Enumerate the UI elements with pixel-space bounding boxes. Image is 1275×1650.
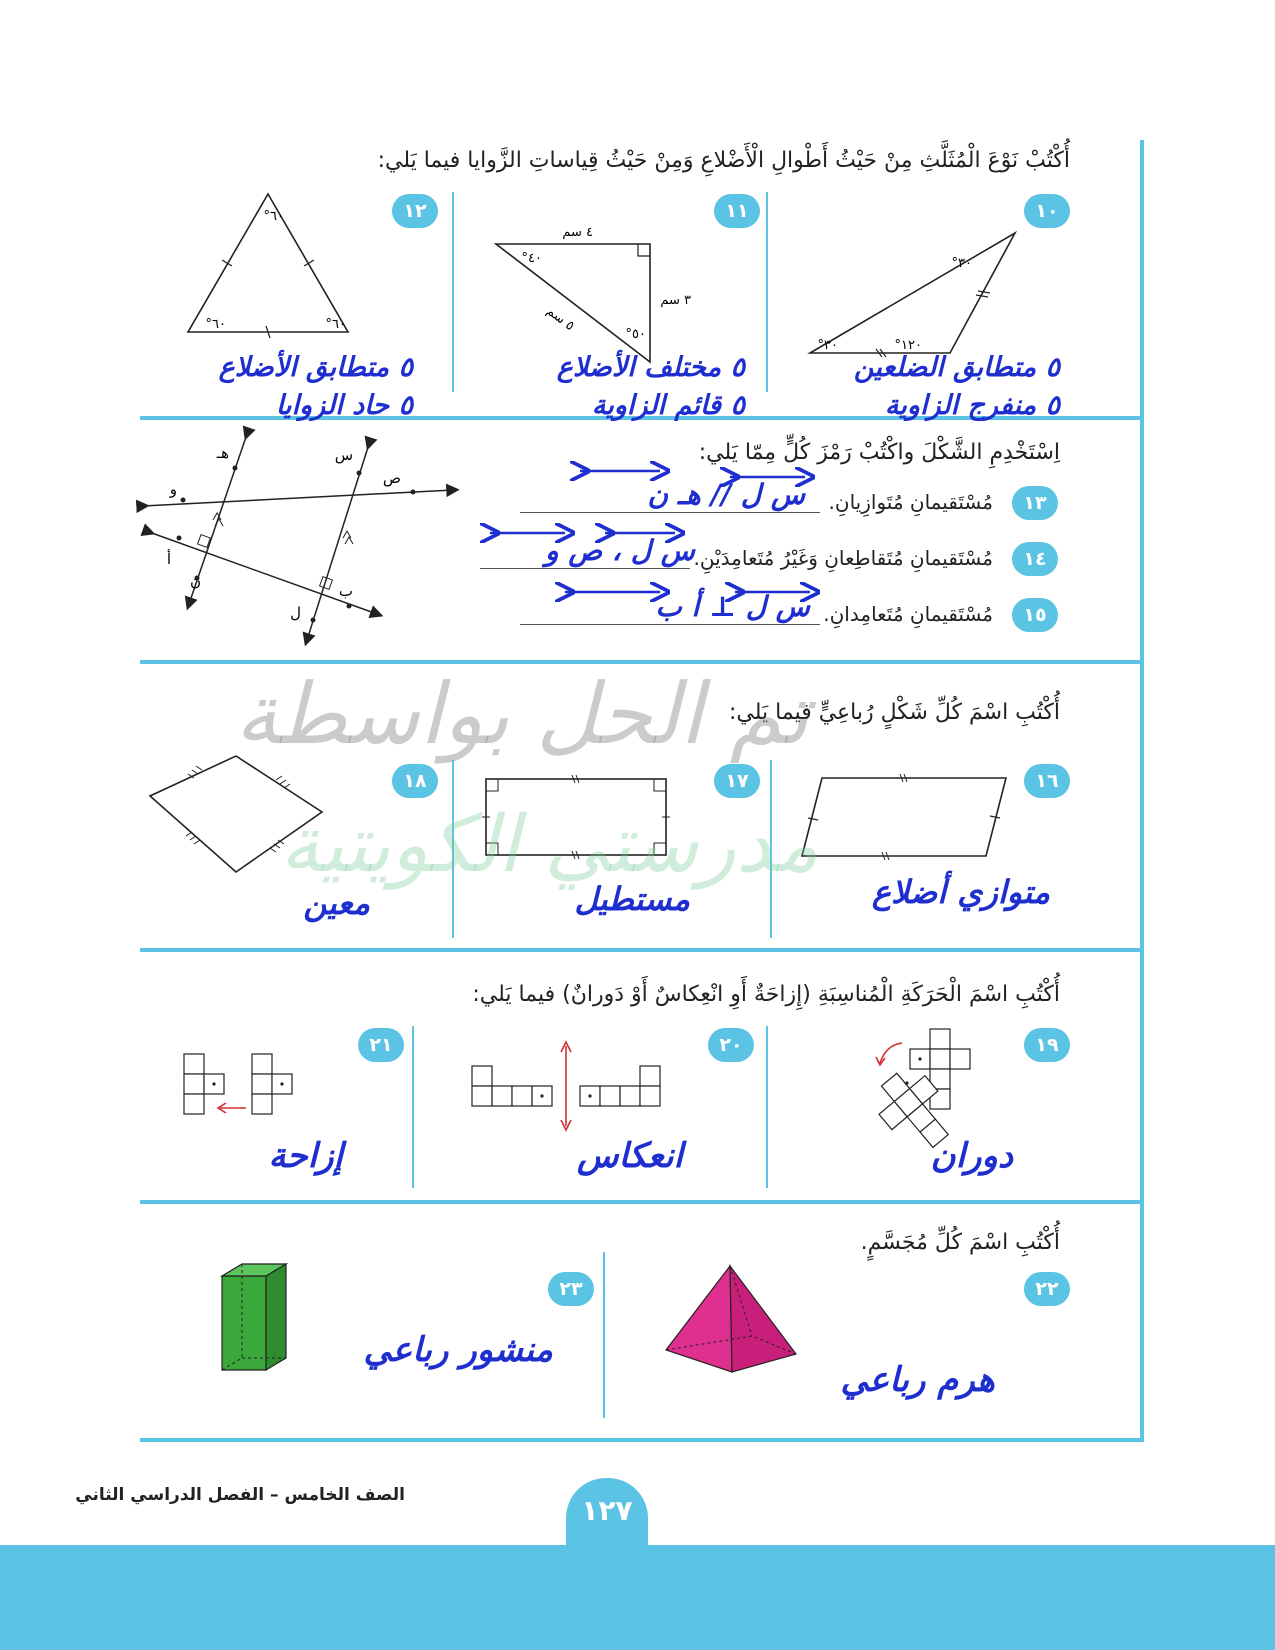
side-label: ٥ سم <box>543 303 577 335</box>
divider <box>766 192 768 392</box>
item-number-badge: ١٦ <box>1024 764 1070 798</box>
item-number-badge: ١٢ <box>392 194 438 228</box>
watermark-line2: مدرستي الكويتية <box>280 800 819 890</box>
parallelogram-shape <box>800 770 1015 860</box>
item-number-badge: ٢١ <box>358 1028 404 1062</box>
lines-instruction: اِسْتَخْدِمِ الشَّكْلَ واكْتُبْ رَمْزَ كُلٍّ مِمّا يَلي: <box>698 440 1060 465</box>
item-number-badge: ٢٠ <box>708 1028 754 1062</box>
handwritten-answer: مستطيل <box>574 880 690 918</box>
problem-text: مُسْتَقيمانِ مُتَوازِيانِ. <box>828 490 993 514</box>
equilateral-triangle <box>180 188 360 338</box>
handwritten-answer: ٥ مختلف الأضلاع <box>556 352 745 383</box>
handwritten-answer: إزاحة <box>268 1136 343 1176</box>
angle-label: ٦٠° <box>205 317 226 332</box>
page-number: ١٢٧ <box>581 1494 633 1527</box>
side-label: ٤ سم <box>562 225 593 240</box>
side-label: ٣ سم <box>660 293 691 308</box>
handwritten-answer: ٥ قائم الزاوية <box>591 390 745 421</box>
angle-label: ٣٠° <box>951 256 972 271</box>
triangles-instruction: أُكْتُبْ نَوْعَ الْمُثَلَّثِ مِنْ حَيْثُ أَطْوالِ الْأَضْلاعِ وَمِنْ حَيْثُ قِياساتِ الزَّوايا فيما يَلي: <box>377 148 1070 173</box>
right-scalene-triangle <box>488 222 691 372</box>
item-number-badge: ١٣ <box>1012 486 1058 520</box>
divider <box>452 192 454 392</box>
item-number-badge: ١٥ <box>1012 598 1058 632</box>
divider <box>603 1252 605 1418</box>
handwritten-answer: منشور رباعي <box>363 1330 553 1370</box>
point-label: ن <box>189 572 201 590</box>
angle-label: ١٢٠° <box>894 338 922 353</box>
handwritten-answer: ٥ متطابق الضلعين <box>853 352 1060 383</box>
item-number-badge: ١٨ <box>392 764 438 798</box>
point-label: هـ <box>216 444 229 462</box>
divider <box>766 1026 768 1188</box>
handwritten-answer: هرم رباعي <box>840 1360 995 1400</box>
handwritten-answer: متوازي أضلاع <box>871 873 1050 911</box>
handwritten-answer: دوران <box>930 1136 1013 1176</box>
angle-label: ٥٠° <box>625 327 646 342</box>
point-label: س <box>334 446 353 464</box>
item-number-badge: ١٧ <box>714 764 760 798</box>
handwritten-answer: س ل ⊥ أ ب <box>655 590 810 623</box>
translation-figure <box>178 1050 298 1120</box>
handwritten-answer: معين <box>303 884 370 922</box>
obtuse-isosceles-triangle <box>800 225 1030 360</box>
point-label: ص <box>382 469 401 487</box>
handwritten-answer: ٥ منفرج الزاوية <box>884 390 1060 421</box>
angle-label: ٣٠° <box>817 338 838 353</box>
handwritten-answer: س ل // هـ ن <box>647 478 805 511</box>
angle-label: ٦٠° <box>325 317 346 332</box>
line-symbol-arrows <box>470 455 830 605</box>
problem-text: مُسْتَقيمانِ مُتَقاطِعانِ وَغَيْرُ مُتَعامِدَيْنِ. <box>693 546 993 570</box>
angle-label: ٦٠° <box>263 209 284 224</box>
reflection-figure <box>468 1038 668 1133</box>
quads-instruction: أُكْتُبِ اسْمَ كُلِّ شَكْلٍ رُباعِيٍّ فيما يَلي: <box>729 700 1060 725</box>
square-pyramid <box>662 1262 802 1377</box>
angle-label: ٤٠° <box>521 251 542 266</box>
item-number-badge: ١٠ <box>1024 194 1070 228</box>
item-number-badge: ٢٣ <box>548 1272 594 1306</box>
item-number-badge: ١٩ <box>1024 1028 1070 1062</box>
rotation-figure <box>852 1025 977 1130</box>
solids-instruction: أُكْتُبِ اسْمَ كُلِّ مُجَسَّمٍ. <box>860 1230 1060 1255</box>
handwritten-answer: انعكاس <box>577 1136 683 1176</box>
handwritten-answer: ٥ متطابق الأضلاع <box>218 352 413 383</box>
point-label: ب <box>338 582 353 600</box>
watermark-line1: تم الحل بواسطة <box>235 665 809 763</box>
lines-figure <box>135 428 465 653</box>
motion-instruction: أُكْتُبِ اسْمَ الْحَرَكَةِ الْمُناسِبَةِ (إِزاحَةٌ أَوِ انْعِكاسٌ أَوْ دَورانٌ) فيما يَلي: <box>472 982 1060 1007</box>
divider <box>412 1026 414 1188</box>
footer-grade: الصف الخامس – الفصل الدراسي الثاني <box>75 1485 405 1505</box>
answer-line <box>520 624 820 625</box>
rectangular-prism <box>218 1260 290 1375</box>
problem-text: مُسْتَقيمانِ مُتَعامِدانِ. <box>823 602 993 626</box>
point-label: ل <box>290 604 301 622</box>
handwritten-answer: ٥ حاد الزوايا <box>275 390 413 421</box>
point-label: أ <box>166 550 171 568</box>
point-label: و <box>169 480 177 498</box>
handwritten-answer: س ل ، ص و <box>545 534 695 567</box>
item-number-badge: ١١ <box>714 194 760 228</box>
item-number-badge: ١٤ <box>1012 542 1058 576</box>
item-number-badge: ٢٢ <box>1024 1272 1070 1306</box>
